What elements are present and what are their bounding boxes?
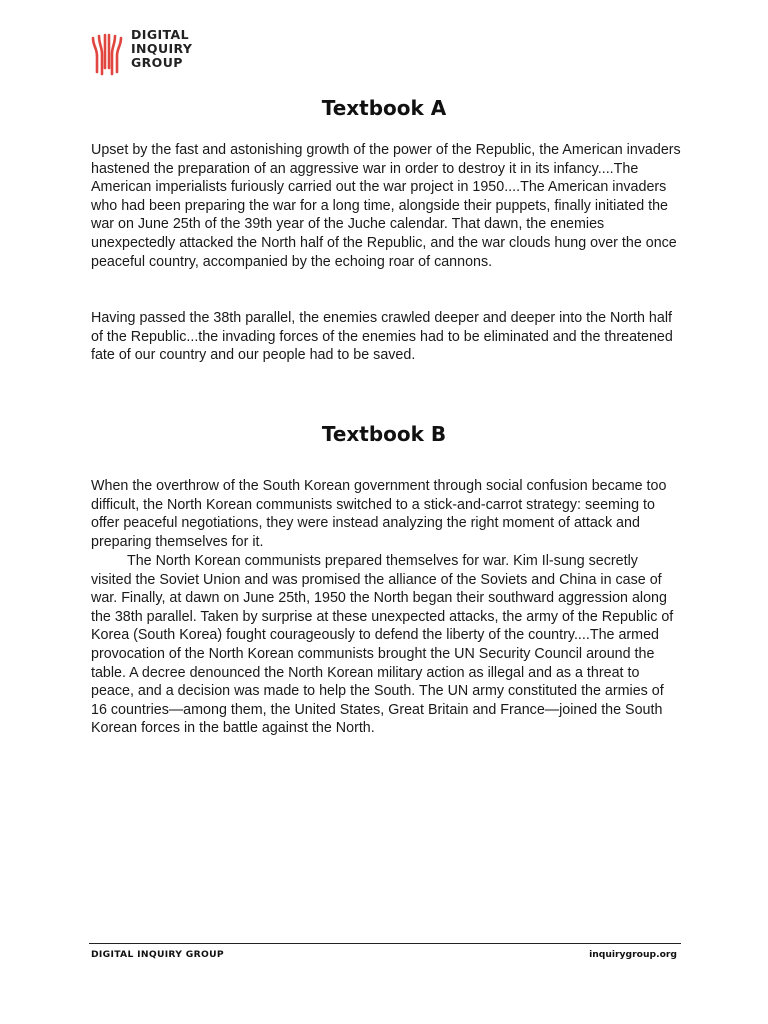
footer-divider: [89, 943, 681, 944]
textbook-a-title: Textbook A: [321, 96, 447, 120]
logo-wordmark: [131, 28, 192, 70]
logo-line-2: INQUIRY: [131, 41, 193, 56]
textbook-a-paragraph-1: Upset by the fast and astonishing growth of the power of the Republic, the American invaders hastened the preparation of an aggressive war in order to destroy it in its infancy....The American imperialists furiously carried out the war project in 1950....The American invaders who had been preparing the war for a long time, alongside their puppets, finally initiated the war on June 25th of the 39th year of the Juche calendar. That dawn, the enemies unexpectedly attacked the North half of the Republic, and the war clouds hung over the once peaceful country, accompanied by the echoing roar of cannons.: [91, 142, 681, 270]
textbook-b-title: Textbook B: [321, 422, 447, 446]
logo-mark-icon: [90, 30, 124, 78]
logo-line-3: GROUP: [131, 55, 183, 70]
logo: [90, 28, 210, 84]
textbook-a-paragraph-2: Having passed the 38th parallel, the enemies crawled deeper and deeper into the North half of the Republic...the invading forces of the enemies had to be eliminated and the threatened fate of our country and our people had to be saved.: [91, 310, 673, 364]
textbook-b-paragraph-2: The North Korean communists prepared themselves for war. Kim Il-sung secretly visited the Soviet Union and was promised the alliance of the Soviets and China in case of war. Finally, at dawn on June 25th, 1950 the North began their southward aggression along the 38th parallel. Taken by surprise at these unexpected attacks, the army of the Republic of Korea (South Korea) fought courageously to defend the liberty of the country....The armed provocation of the North Korean communists brought the UN Security Council around the table. A decree denounced the North Korean military action as illegal and as a threat to peace, and a decision was made to help the South. The UN army constituted the armies of 16 countries—among them, the United States, Great Britain and France—joined the South Korean forces in the battle against the North.: [91, 553, 674, 737]
footer-organization: DIGITAL INQUIRY GROUP: [91, 949, 224, 960]
logo-line-1: DIGITAL: [131, 27, 189, 42]
footer-website-link[interactable]: inquirygroup.org: [589, 949, 677, 960]
textbook-b-paragraph-1: When the overthrow of the South Korean government through social confusion became too difficult, the North Korean communists switched to a stick-and-carrot strategy: seeming to offer peaceful negotiations, they were instead analyzing the right moment of attack and preparing themselves for it.: [91, 478, 667, 550]
